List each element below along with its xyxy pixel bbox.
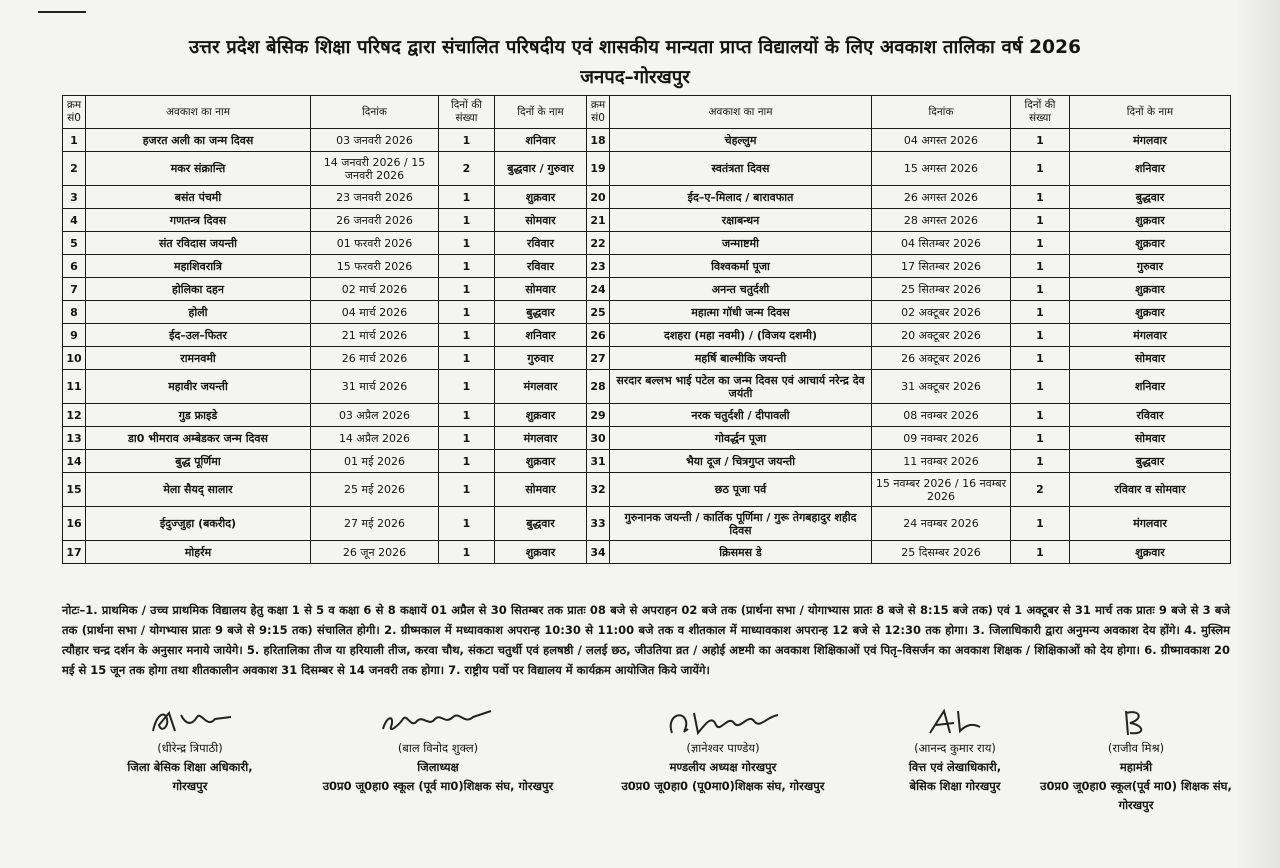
cell-day: शुक्रवार [1070, 209, 1231, 232]
table-row [63, 427, 1231, 450]
cell-day: गुरुवार [495, 347, 587, 370]
cell-name: मकर संक्रान्ति [86, 152, 311, 186]
header-name: अवकाश का नाम [86, 96, 311, 129]
header-count: दिनों की संख्या [439, 96, 495, 129]
cell-day: रविवार [1070, 404, 1231, 427]
cell-day: रविवार व सोमवार [1070, 473, 1231, 507]
cell-sn: 11 [63, 370, 86, 404]
notes-text: नोटः–1. प्राथमिक / उच्च प्राथमिक विद्यालय हेतु कक्षा 1 से 5 व कक्षा 6 से 8 कक्षायें 01 अप्रैल से 30 सितम्बर तक प्रातः 08 बजे से अपराहन 02 बजे तक (प्रार्थना सभा / योगाभ्यास प्रातः 8 बजे से 8:15 बजे तक) एवं 1 अक्टूबर से 31 मार्च तक प्रातः 9 बजे से 3 बजे तक (प्रार्थना सभा / योगभ्यास प्रातः 9 बजे से 9:15 तक) संचालित होगी। 2. ग्रीष्मकाल में मध्यावकाश अपरान्ह 10:30 से 11:00 बजे तक व शीतकाल में माध्यावकाश अपरान्ह 12 बजे से 12:30 तक होगा। 3. जिलाधिकारी द्वारा अनुमन्य अवकाश देय होंगे। 4. मुस्लिम त्यौहार चन्द्र दर्शन के अनुसार मनाये जायेगे। 5. हरितालिका तीज या हरियाली तीज, करवा चौथ, संकटा चतुर्थी एवं हलषष्ठी / ललई छठ, जीउतिया व्रत / अहोई अष्टमी का अवकाश शिक्षिकाओं एवं पितृ–विसर्जन का अवकाश शिक्षक / शिक्षिकाओं को देय होगा। 6. ग्रीष्मावकाश 20 मई से 15 जून तक होगा तथा शीतकालीन अवकाश 31 दिसम्बर से 14 जनवरी तक होगा। 7. राष्ट्रीय पर्वो पर विद्यालय में कार्यक्रम आयोजित किये जायेंगे। [62, 603, 1230, 677]
cell-name: अनन्त चतुर्दशी [610, 278, 872, 301]
signatory-place: उ0प्र0 जू0हा0 स्कूल (पूर्व मा0)शिक्षक संघ, गोरखपुर [322, 779, 554, 793]
cell-sn: 33 [587, 507, 610, 541]
cell-day: शुक्रवार [1070, 301, 1231, 324]
cell-sn: 22 [587, 232, 610, 255]
cell-sn: 19 [587, 152, 610, 186]
signatory-title: वित्त एवं लेखाधिकारी, [908, 760, 1002, 774]
signatory-title: जिला बेसिक शिक्षा अधिकारी, [127, 760, 253, 774]
cell-name: महाशिवरात्रि [86, 255, 311, 278]
header-day: दिनों के नाम [1070, 96, 1231, 129]
cell-name: होलिका दहन [86, 278, 311, 301]
cell-name: क्रिसमस डे [610, 541, 872, 564]
handwritten-signature-4 [910, 705, 1000, 739]
cell-name: गणतन्त्र दिवस [86, 209, 311, 232]
cell-sn: 23 [587, 255, 610, 278]
cell-sn: 28 [587, 370, 610, 404]
cell-sn: 10 [63, 347, 86, 370]
cell-count: 1 [439, 129, 495, 152]
table-row [63, 301, 1231, 324]
cell-day: बुद्धवार [1070, 450, 1231, 473]
cell-sn: 29 [587, 404, 610, 427]
table-row [63, 186, 1231, 209]
cell-name: सरदार बल्लभ भाई पटेल का जन्म दिवस एवं आचार्य नरेन्द्र देव जयंती [610, 370, 872, 404]
cell-day: मंगलवार [1070, 507, 1231, 541]
cell-sn: 13 [63, 427, 86, 450]
cell-name: भैया दूज / चित्रगुप्त जयन्ती [610, 450, 872, 473]
cell-count: 1 [1011, 301, 1070, 324]
cell-date: 26 अक्टूबर 2026 [872, 347, 1011, 370]
cell-date: 14 जनवरी 2026 / 15 जनवरी 2026 [311, 152, 439, 186]
signatory-place: गोरखपुर [172, 779, 208, 793]
signatory-place: बेसिक शिक्षा गोरखपुर [909, 779, 1001, 793]
cell-sn: 1 [63, 129, 86, 152]
cell-day: मंगलवार [495, 370, 587, 404]
cell-name: मेला सैयद् सालार [86, 473, 311, 507]
cell-date: 17 सितम्बर 2026 [872, 255, 1011, 278]
cell-date: 28 अगस्त 2026 [872, 209, 1011, 232]
cell-count: 1 [1011, 186, 1070, 209]
cell-count: 1 [439, 427, 495, 450]
cell-count: 1 [439, 541, 495, 564]
table-body [63, 129, 1231, 564]
cell-day: रविवार [495, 232, 587, 255]
cell-sn: 5 [63, 232, 86, 255]
top-edge-mark [38, 11, 86, 13]
cell-count: 1 [439, 186, 495, 209]
header-date: दिनांक [311, 96, 439, 129]
signatory-name: (धीरेन्द्र त्रिपाठी) [157, 741, 223, 755]
cell-date: 26 जनवरी 2026 [311, 209, 439, 232]
cell-count: 1 [1011, 129, 1070, 152]
cell-sn: 27 [587, 347, 610, 370]
cell-sn: 2 [63, 152, 86, 186]
header-count: दिनों की संख्या [1011, 96, 1070, 129]
cell-date: 04 अगस्त 2026 [872, 129, 1011, 152]
cell-name: नरक चतुर्दशी / दीपावली [610, 404, 872, 427]
cell-day: रविवार [495, 255, 587, 278]
cell-name: गोवर्द्धन पूजा [610, 427, 872, 450]
signatory-name: (राजीव मिश्र) [1107, 741, 1165, 755]
cell-day: शुक्रवार [495, 404, 587, 427]
cell-date: 25 मई 2026 [311, 473, 439, 507]
cell-day: बुद्धवार [1070, 186, 1231, 209]
cell-name: महात्मा गॉधी जन्म दिवस [610, 301, 872, 324]
cell-sn: 16 [63, 507, 86, 541]
cell-name: चेहल्लुम [610, 129, 872, 152]
cell-date: 31 मार्च 2026 [311, 370, 439, 404]
cell-sn: 18 [587, 129, 610, 152]
header-sn: क्रम सं0 [587, 96, 610, 129]
cell-day: शनिवार [495, 129, 587, 152]
cell-name: छठ पूजा पर्व [610, 473, 872, 507]
cell-count: 1 [439, 370, 495, 404]
cell-date: 31 अक्टूबर 2026 [872, 370, 1011, 404]
cell-date: 26 अगस्त 2026 [872, 186, 1011, 209]
cell-name: विश्वकर्मा पूजा [610, 255, 872, 278]
cell-sn: 17 [63, 541, 86, 564]
signature-block-divisional-president [588, 705, 858, 796]
header-day: दिनों के नाम [495, 96, 587, 129]
cell-name: संत रविदास जयन्ती [86, 232, 311, 255]
table-row [63, 347, 1231, 370]
table-row [63, 255, 1231, 278]
cell-date: 25 सितम्बर 2026 [872, 278, 1011, 301]
cell-name: मोहर्रम [86, 541, 311, 564]
cell-name: रामनवमी [86, 347, 311, 370]
cell-count: 1 [439, 255, 495, 278]
cell-date: 15 नवम्बर 2026 / 16 नवम्बर 2026 [872, 473, 1011, 507]
cell-day: बुद्धवार [495, 507, 587, 541]
cell-sn: 7 [63, 278, 86, 301]
cell-date: 03 अप्रैल 2026 [311, 404, 439, 427]
header-sn: क्रम सं0 [63, 96, 86, 129]
signature-block-finance-officer [860, 705, 1050, 796]
cell-sn: 32 [587, 473, 610, 507]
table-row [63, 152, 1231, 186]
cell-date: 03 जनवरी 2026 [311, 129, 439, 152]
cell-count: 1 [439, 278, 495, 301]
cell-day: गुरुवार [1070, 255, 1231, 278]
cell-name: गुड फ्राइडे [86, 404, 311, 427]
cell-name: हजरत अली का जन्म दिवस [86, 129, 311, 152]
cell-day: मंगलवार [495, 427, 587, 450]
cell-name: डा0 भीमराव अम्बेडकर जन्म दिवस [86, 427, 311, 450]
page-edge-shadow [1236, 0, 1280, 868]
table-row [63, 450, 1231, 473]
cell-day: सोमवार [495, 278, 587, 301]
table-row [63, 370, 1231, 404]
cell-date: 26 जून 2026 [311, 541, 439, 564]
cell-count: 1 [439, 209, 495, 232]
cell-day: सोमवार [1070, 347, 1231, 370]
cell-date: 09 नवम्बर 2026 [872, 427, 1011, 450]
cell-day: शुक्रवार [495, 450, 587, 473]
handwritten-signature-1 [135, 705, 245, 739]
cell-day: सोमवार [495, 473, 587, 507]
signatory-title: जिलाध्यक्ष [417, 760, 459, 774]
cell-date: 23 जनवरी 2026 [311, 186, 439, 209]
holiday-table [62, 95, 1231, 564]
cell-count: 1 [1011, 541, 1070, 564]
cell-sn: 25 [587, 301, 610, 324]
cell-count: 1 [1011, 427, 1070, 450]
signature-block-dbeo [70, 705, 310, 796]
cell-name: ईदुज्जुहा (बकरीद) [86, 507, 311, 541]
cell-day: शनिवार [1070, 152, 1231, 186]
cell-day: मंगलवार [1070, 324, 1231, 347]
signature-block-general-secretary [1036, 705, 1236, 815]
cell-date: 15 फरवरी 2026 [311, 255, 439, 278]
cell-name: रक्षाबन्धन [610, 209, 872, 232]
signatory-title: मण्डलीय अध्यक्ष गोरखपुर [669, 760, 777, 774]
cell-count: 1 [439, 347, 495, 370]
cell-count: 2 [1011, 473, 1070, 507]
cell-name: जन्माष्टमी [610, 232, 872, 255]
cell-day: शनिवार [495, 324, 587, 347]
cell-name: महर्षि बाल्मीकि जयन्ती [610, 347, 872, 370]
cell-day: मंगलवार [1070, 129, 1231, 152]
table-row [63, 404, 1231, 427]
cell-date: 26 मार्च 2026 [311, 347, 439, 370]
cell-count: 1 [439, 473, 495, 507]
cell-date: 24 नवम्बर 2026 [872, 507, 1011, 541]
signatory-name: (ज्ञानेश्वर पाण्डेय) [686, 741, 760, 755]
cell-day: बुद्धवार [495, 301, 587, 324]
cell-count: 1 [439, 404, 495, 427]
cell-date: 11 नवम्बर 2026 [872, 450, 1011, 473]
cell-day: सोमवार [1070, 427, 1231, 450]
cell-count: 1 [1011, 450, 1070, 473]
cell-count: 1 [439, 232, 495, 255]
handwritten-signature-3 [658, 705, 788, 739]
cell-date: 01 मई 2026 [311, 450, 439, 473]
table-row [63, 473, 1231, 507]
cell-count: 1 [1011, 209, 1070, 232]
cell-date: 01 फरवरी 2026 [311, 232, 439, 255]
cell-date: 02 मार्च 2026 [311, 278, 439, 301]
cell-name: महावीर जयन्ती [86, 370, 311, 404]
cell-count: 1 [439, 301, 495, 324]
cell-count: 1 [1011, 278, 1070, 301]
cell-day: शनिवार [1070, 370, 1231, 404]
signatory-name: (आनन्द कुमार राय) [914, 741, 996, 755]
cell-date: 02 अक्टूबर 2026 [872, 301, 1011, 324]
page-title: उत्तर प्रदेश बेसिक शिक्षा परिषद द्वारा संचालित परिषदीय एवं शासकीय मान्यता प्राप्त विद्यालयों के लिए अवकाश तालिका वर्ष 2026 [188, 37, 1082, 58]
signatory-name: (बाल विनोद शुक्ल) [397, 741, 479, 755]
handwritten-signature-5 [1096, 705, 1176, 739]
cell-sn: 15 [63, 473, 86, 507]
handwritten-signature-2 [373, 705, 503, 739]
cell-date: 08 नवम्बर 2026 [872, 404, 1011, 427]
cell-count: 1 [1011, 255, 1070, 278]
cell-sn: 6 [63, 255, 86, 278]
table-row [63, 278, 1231, 301]
cell-count: 1 [1011, 152, 1070, 186]
table-row [63, 209, 1231, 232]
cell-sn: 31 [587, 450, 610, 473]
cell-count: 1 [1011, 324, 1070, 347]
cell-date: 20 अक्टूबर 2026 [872, 324, 1011, 347]
cell-day: शुक्रवार [495, 541, 587, 564]
cell-name: होली [86, 301, 311, 324]
table-header-row [63, 96, 1231, 129]
table-row [63, 541, 1231, 564]
cell-date: 15 अगस्त 2026 [872, 152, 1011, 186]
cell-date: 14 अप्रैल 2026 [311, 427, 439, 450]
cell-date: 04 सितम्बर 2026 [872, 232, 1011, 255]
cell-count: 1 [1011, 404, 1070, 427]
cell-name: बसंत पंचमी [86, 186, 311, 209]
cell-name: बुद्ध पूर्णिमा [86, 450, 311, 473]
cell-count: 2 [439, 152, 495, 186]
cell-day: शुक्रवार [495, 186, 587, 209]
cell-count: 1 [439, 324, 495, 347]
cell-name: ईद–उल–फितर [86, 324, 311, 347]
cell-name: ईद–ए–मिलाद / बारावफात [610, 186, 872, 209]
signatory-place: उ0प्र0 जू0हा0 स्कूल(पूर्व मा0) शिक्षक संघ, गोरखपुर [1040, 779, 1232, 812]
signatory-place: उ0प्र0 जू0हा0 (पू0मा0)शिक्षक संघ, गोरखपुर [621, 779, 825, 793]
cell-day: शुक्रवार [1070, 232, 1231, 255]
cell-name: दशहरा (महा नवमी) / (विजय दशमी) [610, 324, 872, 347]
cell-date: 27 मई 2026 [311, 507, 439, 541]
cell-sn: 14 [63, 450, 86, 473]
signatory-title: महामंत्री [1119, 760, 1153, 774]
cell-count: 1 [439, 507, 495, 541]
cell-count: 1 [1011, 370, 1070, 404]
cell-date: 25 दिसम्बर 2026 [872, 541, 1011, 564]
cell-sn: 21 [587, 209, 610, 232]
cell-day: शुक्रवार [1070, 278, 1231, 301]
cell-sn: 34 [587, 541, 610, 564]
table-row [63, 129, 1231, 152]
page-subtitle: जनपद–गोरखपुर [580, 67, 690, 88]
header-date: दिनांक [872, 96, 1011, 129]
cell-count: 1 [439, 450, 495, 473]
cell-sn: 8 [63, 301, 86, 324]
header-name: अवकाश का नाम [610, 96, 872, 129]
cell-count: 1 [1011, 232, 1070, 255]
cell-sn: 30 [587, 427, 610, 450]
table-row [63, 324, 1231, 347]
cell-sn: 20 [587, 186, 610, 209]
cell-day: शुक्रवार [1070, 541, 1231, 564]
cell-count: 1 [1011, 347, 1070, 370]
cell-date: 21 मार्च 2026 [311, 324, 439, 347]
table-row [63, 232, 1231, 255]
cell-day: बुद्धवार / गुरुवार [495, 152, 587, 186]
cell-sn: 12 [63, 404, 86, 427]
cell-name: गुरुनानक जयन्ती / कार्तिक पूर्णिमा / गुरू तेगबहादुर शहीद दिवस [610, 507, 872, 541]
table-row [63, 507, 1231, 541]
signature-block-district-president [288, 705, 588, 796]
cell-count: 1 [1011, 507, 1070, 541]
cell-day: सोमवार [495, 209, 587, 232]
cell-name: स्वतंत्रता दिवस [610, 152, 872, 186]
cell-sn: 3 [63, 186, 86, 209]
cell-date: 04 मार्च 2026 [311, 301, 439, 324]
cell-sn: 24 [587, 278, 610, 301]
cell-sn: 26 [587, 324, 610, 347]
cell-sn: 4 [63, 209, 86, 232]
cell-sn: 9 [63, 324, 86, 347]
